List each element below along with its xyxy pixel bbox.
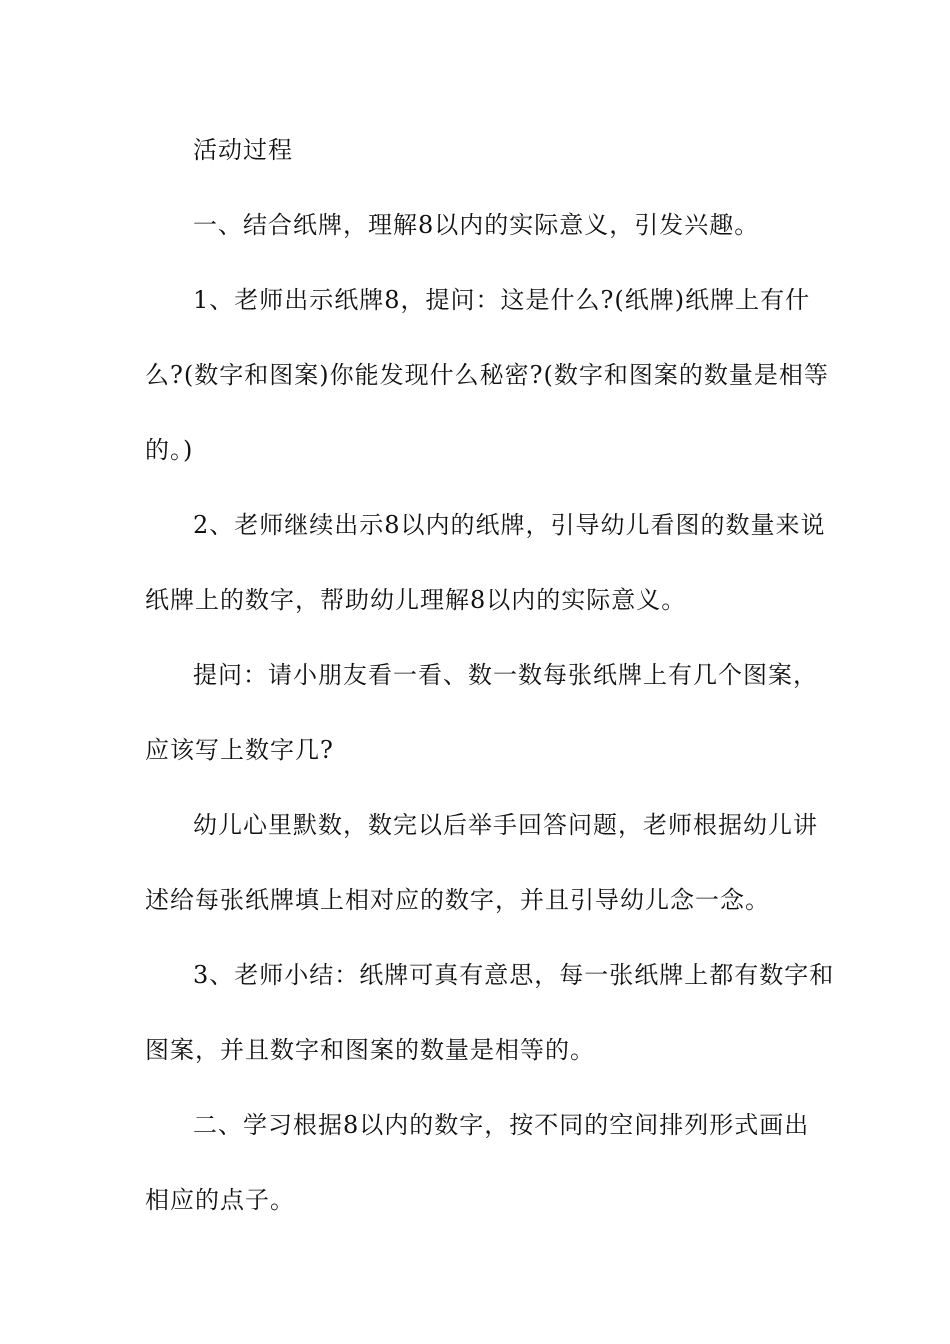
paragraph-line: 1、老师出示纸牌8，提问：这是什么?(纸牌)纸牌上有什 bbox=[193, 286, 811, 314]
paragraph-line: 提问：请小朋友看一看、数一数每张纸牌上有几个图案， bbox=[193, 661, 818, 689]
paragraph-line: 幼儿心里默数，数完以后举手回答问题，老师根据幼儿讲 bbox=[193, 811, 818, 839]
paragraph-line: 2、老师继续出示8以内的纸牌，引导幼儿看图的数量来说 bbox=[193, 511, 826, 539]
section-heading: 活动过程 bbox=[193, 136, 293, 164]
paragraph-line: 述给每张纸牌填上相对应的数字，并且引导幼儿念一念。 bbox=[145, 886, 770, 914]
paragraph-line: 二、学习根据8以内的数字，按不同的空间排列形式画出 bbox=[193, 1111, 810, 1139]
paragraph-line: 一、结合纸牌，理解8以内的实际意义，引发兴趣。 bbox=[193, 211, 760, 239]
paragraph-line: 应该写上数字几? bbox=[145, 736, 334, 764]
paragraph-line: 的。) bbox=[145, 436, 194, 464]
paragraph-line: 相应的点子。 bbox=[145, 1186, 295, 1214]
paragraph-line: 么?(数字和图案)你能发现什么秘密?(数字和图案的数量是相等 bbox=[145, 361, 829, 389]
paragraph-line: 3、老师小结：纸牌可真有意思，每一张纸牌上都有数字和 bbox=[193, 961, 835, 989]
paragraph-line: 图案，并且数字和图案的数量是相等的。 bbox=[145, 1036, 595, 1064]
paragraph-line: 纸牌上的数字，帮助幼儿理解8以内的实际意义。 bbox=[145, 586, 687, 614]
